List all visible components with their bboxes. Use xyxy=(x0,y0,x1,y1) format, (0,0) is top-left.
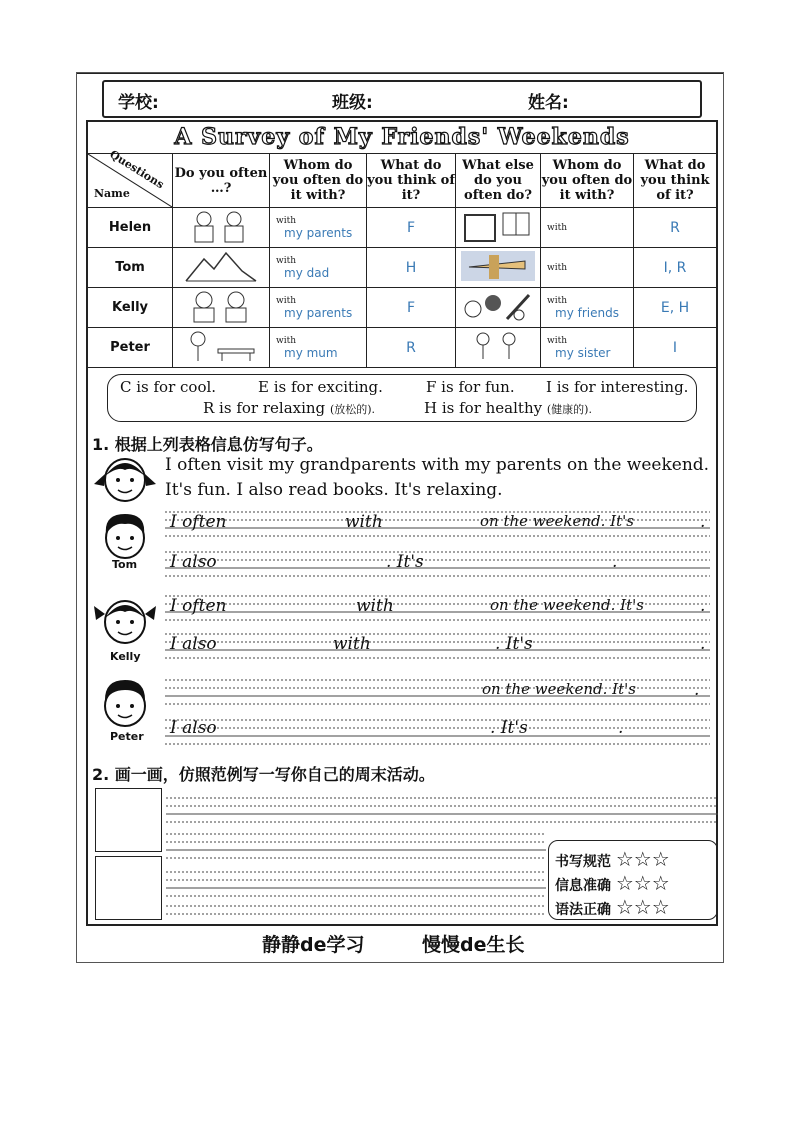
companion-text: my sister xyxy=(555,345,611,360)
name-col-label: Name xyxy=(94,187,130,200)
questions-label: Questions xyxy=(107,147,167,192)
tom-line1-d: . xyxy=(700,512,706,532)
tom-face-icon xyxy=(96,510,154,560)
peter-face-icon xyxy=(96,676,154,728)
kelly-label: Kelly xyxy=(110,650,141,663)
grandparents-icon xyxy=(182,209,260,243)
tom-label: Tom xyxy=(112,558,138,571)
legend-r-text: R is for relaxing xyxy=(203,399,326,417)
footer-right: 慢慢de生长 xyxy=(422,934,525,956)
peter-line1-d: . xyxy=(694,680,700,700)
legend-i: I is for interesting. xyxy=(546,378,689,396)
activity-picture xyxy=(173,288,270,328)
drawing-box-2[interactable] xyxy=(95,856,162,920)
star-icons[interactable]: ☆☆☆ xyxy=(615,871,670,895)
example-sentence-1: I often visit my grandparents with my parents on the weekend. xyxy=(165,455,710,475)
legend-h-text: H is for healthy xyxy=(424,399,543,417)
with-cell xyxy=(270,208,367,248)
rating-label: 信息准确 xyxy=(555,878,611,894)
tom-line2-a: I also xyxy=(170,552,217,572)
tom-line1-a: I often xyxy=(170,512,227,532)
row-name: Tom xyxy=(88,248,173,288)
companion-text: my parents xyxy=(284,225,353,240)
example-sentence-2: It's fun. I also read books. It's relaxing. xyxy=(165,480,503,500)
legend-h-cn: (健康的). xyxy=(546,403,592,416)
model-plane-icon xyxy=(459,249,537,283)
rating-row-3 xyxy=(555,895,670,919)
header-cell: Whom do you often do it with? xyxy=(541,154,634,208)
with-cell xyxy=(541,288,634,328)
row-name: Kelly xyxy=(88,288,173,328)
writing-lines-q1 xyxy=(165,508,710,748)
legend-r-cn: (放松的). xyxy=(329,403,376,416)
legend-e: E is for exciting. xyxy=(258,378,383,396)
activity-picture xyxy=(456,288,541,328)
kelly-line1-b: with xyxy=(356,596,394,616)
with-word: with xyxy=(276,335,296,346)
girl-face-icon xyxy=(92,452,158,504)
corner-cell xyxy=(88,147,173,208)
kelly-line2-a: I also xyxy=(170,634,217,654)
student-info-header xyxy=(102,80,702,118)
star-icons[interactable]: ☆☆☆ xyxy=(615,895,670,919)
grandparents-icon xyxy=(182,289,260,323)
class-label: 班级: xyxy=(332,93,373,113)
rating-label: 书写规范 xyxy=(555,854,611,870)
row-name: Peter xyxy=(88,328,173,368)
with-cell xyxy=(270,328,367,368)
header-cell: What do you think of it? xyxy=(367,154,456,208)
legend-f: F is for fun. xyxy=(426,378,515,396)
tom-line1-c: on the weekend. It's xyxy=(480,512,634,530)
opinion-cell: R xyxy=(367,328,456,368)
header-cell: What do you think of it? xyxy=(634,154,717,208)
companion-text: my dad xyxy=(284,265,330,280)
peter-label: Peter xyxy=(110,730,144,743)
with-word: with xyxy=(547,222,567,233)
peter-line2-b: . It's xyxy=(490,718,528,738)
with-word: with xyxy=(276,295,296,306)
tom-line2-c: . xyxy=(612,552,618,572)
companion-text: my parents xyxy=(284,305,353,320)
opinion-cell: I xyxy=(634,328,717,368)
mountain-icon xyxy=(182,249,260,283)
activity-picture xyxy=(456,248,541,288)
peter-line1-c: on the weekend. It's xyxy=(482,680,636,698)
with-word: with xyxy=(276,255,296,266)
activity-picture xyxy=(456,328,541,368)
peter-line2-c: . xyxy=(618,718,624,738)
rating-row-1 xyxy=(555,847,670,871)
with-cell xyxy=(270,288,367,328)
with-cell xyxy=(541,328,634,368)
table-row xyxy=(88,208,717,248)
companion-text: my mum xyxy=(284,345,338,360)
question-1-label: 1. 根据上列表格信息仿写句子。 xyxy=(92,435,323,454)
with-cell xyxy=(541,248,634,288)
with-cell xyxy=(541,208,634,248)
activity-picture xyxy=(173,328,270,368)
name-label: 姓名: xyxy=(528,93,569,113)
with-word: with xyxy=(547,295,567,306)
kelly-line2-d: . xyxy=(700,634,706,654)
header-cell: Whom do you often do it with? xyxy=(270,154,367,208)
legend-r xyxy=(203,399,375,417)
companion-text: my friends xyxy=(555,305,619,320)
with-word: with xyxy=(276,215,296,226)
row-name: Helen xyxy=(88,208,173,248)
table-header-row xyxy=(88,154,717,208)
header-cell: Do you often …? xyxy=(173,154,270,208)
opinion-cell: H xyxy=(367,248,456,288)
opinion-cell: R xyxy=(634,208,717,248)
children-playing-icon xyxy=(459,329,537,363)
table-row xyxy=(88,248,717,288)
table-row xyxy=(88,328,717,368)
opinion-cell: F xyxy=(367,208,456,248)
footer-left: 静静de学习 xyxy=(262,934,365,956)
kelly-line1-d: . xyxy=(700,596,706,616)
kelly-line2-c: . It's xyxy=(495,634,533,654)
peter-line2-a: I also xyxy=(170,718,217,738)
rating-row-2 xyxy=(555,871,670,895)
school-label: 学校: xyxy=(118,93,159,113)
rating-label: 语法正确 xyxy=(555,902,611,918)
tom-line2-b: . It's xyxy=(386,552,424,572)
question-2-label: 2. 画一画，仿照范例写一写你自己的周末活动。 xyxy=(92,765,435,784)
rating-box xyxy=(548,840,718,920)
tom-line1-b: with xyxy=(345,512,383,532)
opinion-cell: E, H xyxy=(634,288,717,328)
legend-c: C is for cool. xyxy=(120,378,217,396)
activity-picture xyxy=(173,248,270,288)
kelly-line2-b: with xyxy=(333,634,371,654)
star-icons[interactable]: ☆☆☆ xyxy=(615,847,670,871)
with-word: with xyxy=(547,262,567,273)
activity-picture xyxy=(173,208,270,248)
kelly-line1-a: I often xyxy=(170,596,227,616)
with-word: with xyxy=(547,335,567,346)
kelly-line1-c: on the weekend. It's xyxy=(490,596,644,614)
header-cell: What else do you often do? xyxy=(456,154,541,208)
opinion-cell: F xyxy=(367,288,456,328)
books-icon xyxy=(459,209,537,243)
legend-box xyxy=(107,374,697,422)
survey-table xyxy=(87,147,717,368)
activity-picture xyxy=(456,208,541,248)
drawing-box-1[interactable] xyxy=(95,788,162,852)
kelly-face-icon xyxy=(92,594,158,646)
park-bench-icon xyxy=(182,329,260,363)
sports-balls-icon xyxy=(459,289,537,323)
table-row xyxy=(88,288,717,328)
survey-title: A Survey of My Friends' Weekends xyxy=(174,124,630,150)
legend-h xyxy=(424,399,592,417)
opinion-cell: I, R xyxy=(634,248,717,288)
with-cell xyxy=(270,248,367,288)
